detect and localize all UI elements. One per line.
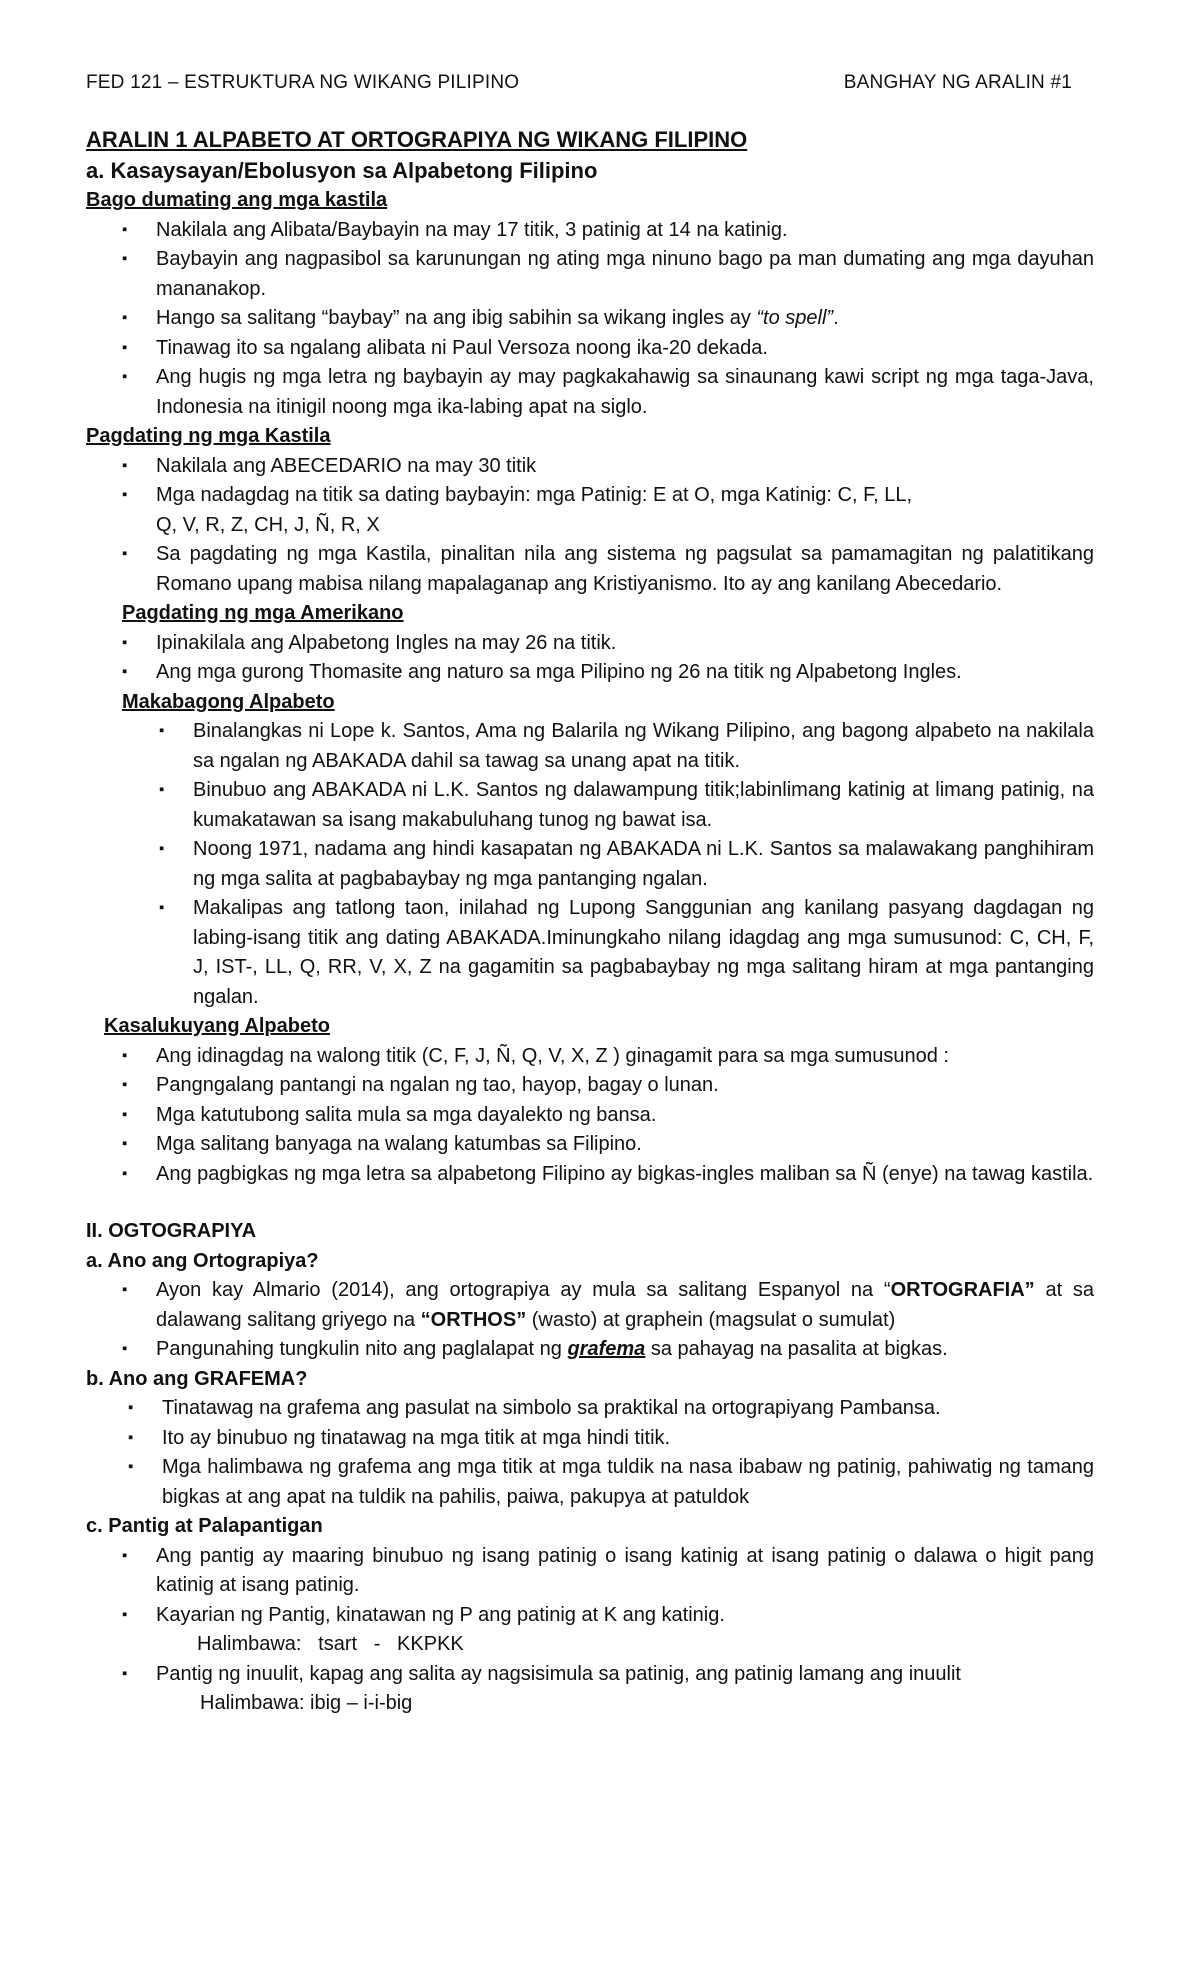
list-item: ▪ Binalangkas ni Lope k. Santos, Ama ng Balarila ng Wikang Pilipino, ang bagong alpabeto na nakilala sa ngalan ng ABAKADA dahil sa tawag sa unang apat na titik. <box>193 717 1094 776</box>
list-kasalukuyang-alpabeto <box>86 1042 1094 1190</box>
subheading-kasalukuyang-alpabeto <box>86 1012 1094 1042</box>
list-item: ▪ Ito ay binubuo ng tinatawag na mga titik at mga hindi titik. <box>162 1424 1094 1454</box>
list-item: ▪ Ang pagbigkas ng mga letra sa alpabetong Filipino ay bigkas-ingles maliban sa Ñ (enye) na tawag kastila. <box>156 1160 1094 1190</box>
list-item: ▪ Tinatawag na grafema ang pasulat na simbolo sa praktikal na ortograpiyang Pambansa. <box>162 1394 1094 1424</box>
lesson-title: ARALIN 1 ALPABETO AT ORTOGRAPIYA NG WIKANG FILIPINO <box>86 127 748 152</box>
item-text: at sa dalawang salitang griyego na <box>156 1279 1094 1331</box>
list-item: ▪ Ang pantig ay maaring binubuo ng isang patinig o isang katinig at isang patinig o dalawa o higit pang katinig at isang patinig. <box>156 1542 1094 1601</box>
bold-term: “ORTHOS” <box>420 1308 527 1331</box>
list-item <box>156 481 1094 540</box>
example-text: Halimbawa: tsart - KKPKK <box>197 1633 464 1655</box>
list-item: ▪ Mga salitang banyaga na walang katumbas sa Filipino. <box>156 1130 1094 1160</box>
list-item: ▪ Baybayin ang nagpasibol sa karunungan ng ating mga ninuno bago pa man dumating ang mga dayuhan mananakop. <box>156 245 1094 304</box>
item-text: Pangunahing tungkulin nito ang paglalapat ng <box>156 1338 568 1360</box>
bold-term: ORTOGRAFIA” <box>890 1279 1035 1301</box>
list-item: ▪ Sa pagdating ng mga Kastila, pinalitan nila ang sistema ng pagsulat sa pamamagitan ng palatitikang Romano upang mabisa nilang mapalaganap ang Kristiyanismo. Ito ay ang kanilang Abecedario. <box>156 540 1094 599</box>
item-text: (wasto) at graphein (magsulat o sumulat) <box>526 1308 896 1331</box>
list-item <box>156 1335 1094 1365</box>
section-ii-heading: II. OGTOGRAPIYA <box>86 1220 257 1242</box>
list-item: ▪ Ipinakilala ang Alpabetong Ingles na may 26 na titik. <box>156 629 1094 659</box>
list-pagdating-amerikano <box>86 629 1094 688</box>
header-lesson-plan: BANGHAY NG ARALIN #1 <box>843 72 1072 93</box>
list-bago-dumating <box>86 216 1094 423</box>
section-a-heading: a. Kasaysayan/Ebolusyon sa Alpabetong Filipino <box>86 158 598 183</box>
heading-text: Makabagong Alpabeto <box>122 690 335 713</box>
list-item: ▪ Pangngalang pantangi na ngalan ng tao, hayop, bagay o lunan. <box>156 1071 1094 1101</box>
list-item: ▪ Tinawag ito sa ngalang alibata ni Paul Versoza noong ika-20 dekada. <box>156 334 1094 364</box>
spacer <box>86 1189 1094 1217</box>
list-pantig-inuulit <box>86 1660 1094 1690</box>
item-text: Hango sa salitang “baybay” na ang ibig sabihin sa wikang ingles ay <box>156 307 757 329</box>
header-course: FED 121 – ESTRUKTURA NG WIKANG PILIPINO <box>86 72 520 93</box>
item-text: Q, V, R, Z, CH, J, Ñ, R, X <box>156 513 380 536</box>
item-text: Mga nadagdag na titik sa dating baybayin: mga Patinig: E at O, mga Katinig: C, F, LL, <box>156 484 912 506</box>
section-ii-a-heading: a. Ano ang Ortograpiya? <box>86 1249 319 1272</box>
item-text: . <box>833 307 839 329</box>
example-text: Halimbawa: ibig – i-i-big <box>200 1692 413 1714</box>
subheading-makabagong-alpabeto <box>86 688 1094 718</box>
list-makabagong-alpabeto <box>86 717 1094 1012</box>
document-body <box>86 124 1094 1719</box>
list-pantig <box>86 1542 1094 1631</box>
list-item: ▪ Noong 1971, nadama ang hindi kasapatan ng ABAKADA ni L.K. Santos sa malawakang panghihiram ng mga salita at pagbabaybay ng mga pantanging ngalan. <box>193 835 1094 894</box>
list-item: ▪ Nakilala ang Alibata/Baybayin na may 17 titik, 3 patinig at 14 na katinig. <box>156 216 1094 246</box>
subheading-pagdating-kastila: Pagdating ng mga Kastila <box>86 425 331 447</box>
list-item: ▪ Mga katutubong salita mula sa mga dayalekto ng bansa. <box>156 1101 1094 1131</box>
subheading-bago-dumating: Bago dumating ang mga kastila <box>86 189 388 211</box>
list-item: ▪ Kayarian ng Pantig, kinatawan ng P ang patinig at K ang katinig. <box>156 1601 1094 1631</box>
list-pagdating-kastila <box>86 452 1094 600</box>
bold-term: grafema <box>567 1338 646 1360</box>
list-item: ▪ Ang idinagdag na walong titik (C, F, J, Ñ, Q, V, X, Z ) ginagamit para sa mga sumusunod : <box>156 1042 1094 1072</box>
section-ii-b-heading: b. Ano ang GRAFEMA? <box>86 1367 308 1390</box>
subheading-pagdating-amerikano <box>86 599 1094 629</box>
list-item: ▪ Makalipas ang tatlong taon, inilahad ng Lupong Sanggunian ang kanilang pasyang dagdagan ng labing-isang titik ang dating ABAKADA.Iminungkaho nilang idagdag ang mga sumusunod: C, CH, F, J, IST-, LL, Q, RR, V, X, Z na gagamitin sa pagbabaybay ng mga salitang hiram at mga pantanging ngalan. <box>193 894 1094 1012</box>
list-item: ▪ Mga halimbawa ng grafema ang mga titik at mga tuldik na nasa ibabaw ng patinig, pahiwatig ng tamang bigkas at ang apat na tuldik na pahilis, paiwa, pakupya at patuldok <box>162 1453 1094 1512</box>
list-ortograpiya <box>86 1276 1094 1365</box>
section-ii-c-heading: c. Pantig at Palapantigan <box>86 1515 323 1537</box>
list-item: ▪ Ang mga gurong Thomasite ang naturo sa mga Pilipino ng 26 na titik ng Alpabetong Ingles. <box>156 658 1094 688</box>
item-text: Ayon kay Almario (2014), ang ortograpiya ay mula sa salitang Espanyol na “ <box>156 1279 891 1301</box>
list-item: ▪ Binubuo ang ABAKADA ni L.K. Santos ng dalawampung titik;labinlimang katinig at limang patinig, na kumakatawan sa isang makabuluhang tunog ng bawat isa. <box>193 776 1094 835</box>
item-text: sa pahayag na pasalita at bigkas. <box>645 1338 948 1360</box>
emphasis-text: “to spell” <box>756 307 834 329</box>
list-item <box>156 1276 1094 1335</box>
list-item: ▪ Ang hugis ng mga letra ng baybayin ay may pagkakahawig sa sinaunang kawi script ng mga taga-Java, Indonesia na itinigil noong mga ika-labing apat na siglo. <box>156 363 1094 422</box>
heading-text: Pagdating ng mga Amerikano <box>122 602 404 624</box>
list-item: ▪ Nakilala ang ABECEDARIO na may 30 titik <box>156 452 1094 482</box>
heading-text: Kasalukuyang Alpabeto <box>104 1015 330 1037</box>
list-grafema <box>86 1394 1094 1512</box>
list-item <box>156 304 1094 334</box>
list-item: ▪ Pantig ng inuulit, kapag ang salita ay nagsisimula sa patinig, ang patinig lamang ang inuulit <box>156 1660 1094 1690</box>
